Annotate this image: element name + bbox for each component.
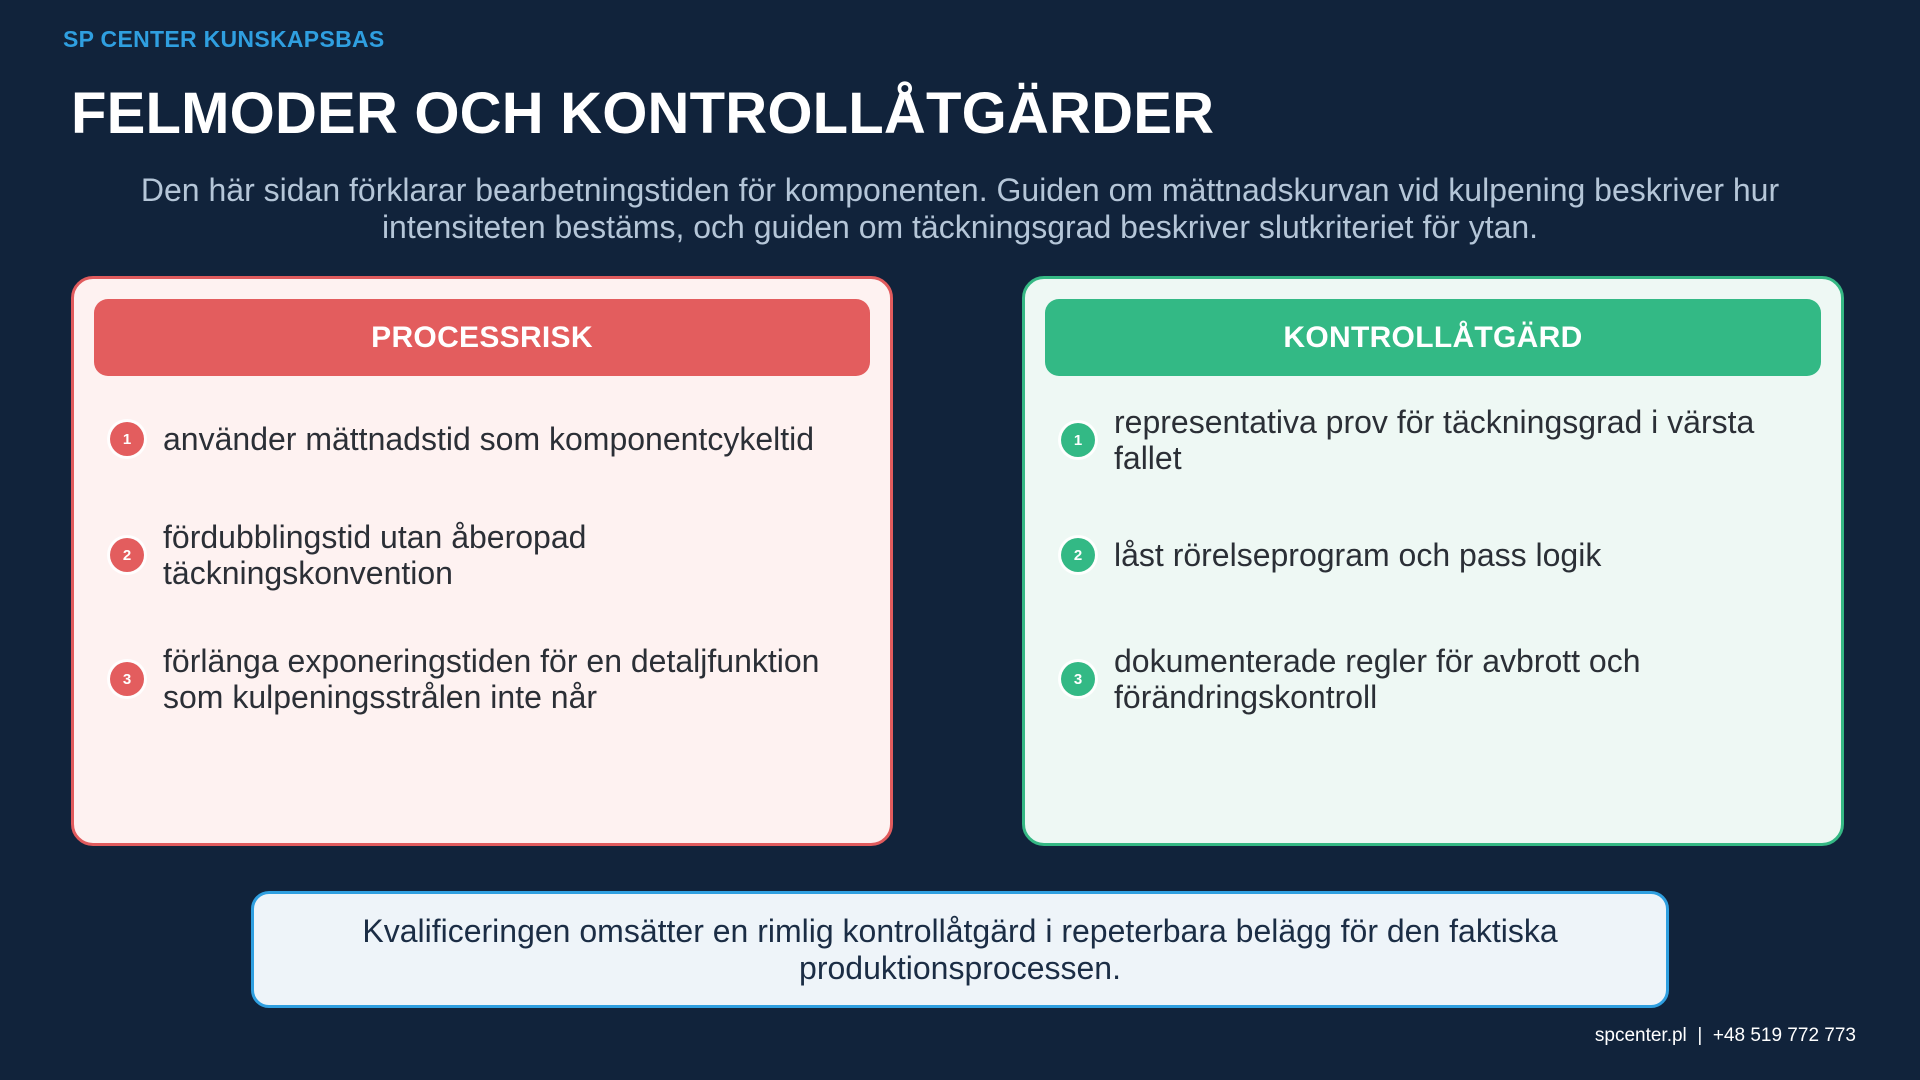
risk-item-text: fördubblingstid utan åberopad täckningskonvention [163,519,587,591]
contact-info: spcenter.pl | +48 519 772 773 [1594,1025,1856,1046]
intro-text: Den här sidan förklarar bearbetningstiden för komponenten. Guiden om mättnadskurvan vid kulpening beskriver hur intensiteten bestäms, och guiden om täckningsgrad beskriver slutkriteriet för ytan. [140,172,1780,245]
number-badge: 2 [110,538,144,572]
brand-label: SP CENTER KUNSKAPSBAS [63,26,385,52]
number-badge: 1 [1061,423,1095,457]
risk-item-text: förlänga exponeringstiden för en detaljfunktion som kulpeningsstrålen inte når [163,643,820,715]
control-item [1061,643,1811,715]
control-item-text: dokumenterade regler för avbrott och förändringskontroll [1114,643,1641,715]
number-badge: 2 [1061,538,1095,572]
control-measure-header: KONTROLLÅTGÄRD [1045,299,1821,376]
control-item-text: låst rörelseprogram och pass logik [1114,537,1602,573]
qualification-note [251,891,1669,1008]
control-item-text: representativa prov för täckningsgrad i värsta fallet [1114,404,1755,476]
control-item [1061,404,1811,476]
risk-item [110,643,860,715]
number-badge: 1 [110,422,144,456]
number-badge: 3 [1061,662,1095,696]
number-badge: 3 [110,662,144,696]
qualification-note-text: Kvalificeringen omsätter en rimlig kontrollåtgärd i repeterbara belägg för den faktiska produktionsprocessen. [362,912,1558,986]
risk-item-text: använder mättnadstid som komponentcykeltid [163,421,815,457]
process-risk-card [71,276,893,846]
page-title: FELMODER OCH KONTROLLÅTGÄRDER [71,81,1215,146]
process-risk-header: PROCESSRISK [94,299,870,376]
risk-item [110,421,860,457]
control-measure-card [1022,276,1844,846]
risk-item [110,519,860,591]
control-item [1061,537,1811,573]
